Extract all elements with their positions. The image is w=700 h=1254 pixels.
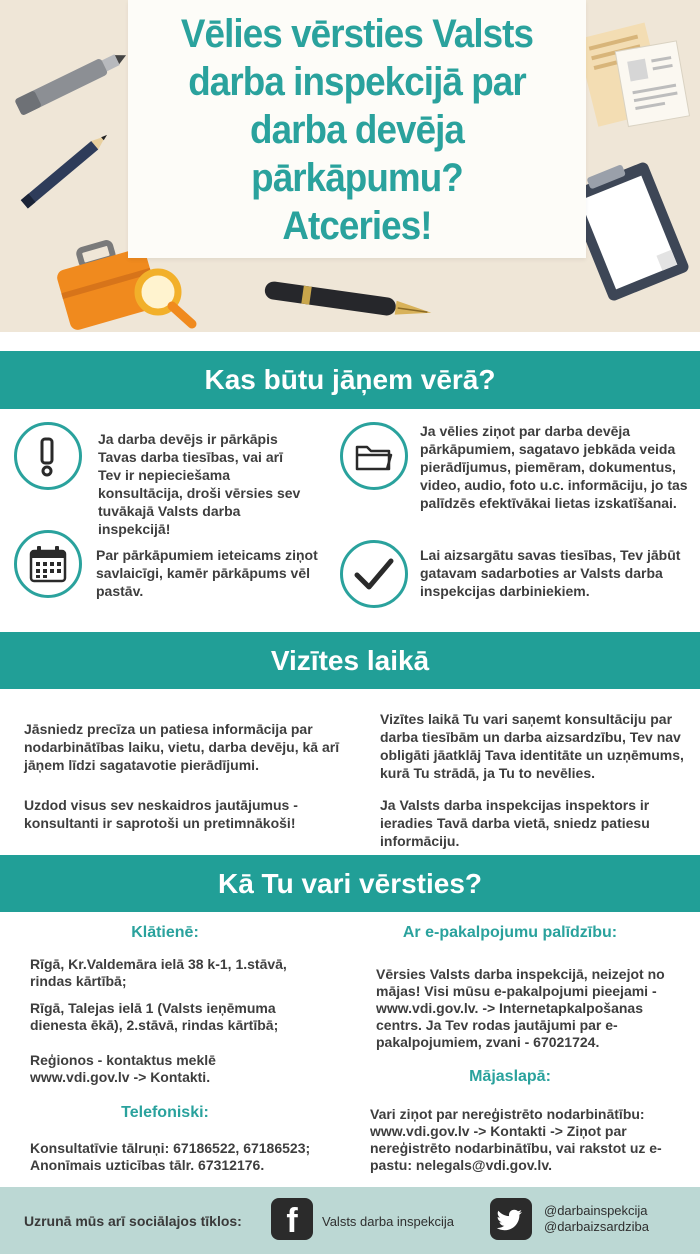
- twitter-handle[interactable]: @darbainspekcija: [544, 1203, 648, 1218]
- title-line: Vēlies vērsties Valsts: [180, 12, 534, 56]
- exclamation-icon: [14, 422, 82, 490]
- tip-report-timely: Par pārkāpumiem ieteicams ziņot savlaicīgi, kamēr pārkāpums vēl pastāv.: [96, 547, 318, 599]
- visit-provide-info: Jāsniedz precīza un patiesa informācija par nodarbinātības laiku, vietu, darba devēju, kā arī jāņem līdzi sagatavotie pierādījumi.: [24, 721, 340, 773]
- social-lead: Uzrunā mūs arī sociālajos tīklos:: [24, 1213, 242, 1229]
- title-line: pārkāpumu?: [251, 156, 463, 200]
- title-line: darba inspekcijā par: [188, 60, 526, 104]
- section-heading-contact: Kā Tu vari vērsties?: [0, 855, 700, 912]
- pencil-icon: [6, 120, 126, 220]
- visit-ask-questions: Uzdod visus sev neskaidros jautājumus - konsultanti ir saprotoši un pretimnākoši!: [24, 797, 298, 831]
- phone-title: Telefoniski:: [121, 1104, 209, 1121]
- address-talejas: Rīgā, Talejas ielā 1 (Valsts ieņēmuma dienesta ēkā), 2.stāvā, rindas kārtībā;: [30, 1000, 279, 1033]
- address-valdemara: Rīgā, Kr.Valdemāra ielā 38 k-1, 1.stāvā, rindas kārtībā;: [30, 956, 287, 989]
- twitter-handle[interactable]: @darbaizsardziba: [544, 1219, 649, 1234]
- eservice-text: Vērsies Valsts darba inspekcijā, neizejot no mājas! Visi mūsu e-pakalpojumi pieejami - www.vdi.gov.lv. -> Internetapkalpošanas centrs. Ja Tev rodas jautājumi par e-pakalpojumiem, zvani - 67021724.: [376, 966, 665, 1050]
- twitter-handles[interactable]: [544, 1203, 649, 1235]
- in-person-title: Klātienē:: [131, 924, 199, 941]
- website-title: Mājaslapā:: [469, 1068, 551, 1085]
- checkmark-icon: [340, 540, 408, 608]
- marker-icon: [4, 44, 134, 120]
- fountain-pen-icon: [258, 278, 440, 326]
- documents-icon: [580, 6, 692, 136]
- regions-contacts: Reģionos - kontaktus meklē www.vdi.gov.lv -> Kontakti.: [30, 1052, 216, 1085]
- tip-report-violation: Ja darba devējs ir pārkāpis Tavas darba tiesības, vai arī Tev ir nepieciešama konsultācija, droši vērsies sev tuvākajā Valsts darba inspekcijā!: [98, 431, 301, 537]
- facebook-icon[interactable]: f: [271, 1198, 313, 1240]
- title-line: Atceries!: [282, 204, 432, 248]
- folder-icon: [340, 422, 408, 490]
- title-line: darba devēja: [250, 108, 464, 152]
- tip-cooperate: Lai aizsargātu savas tiesības, Tev jābūt gatavam sadarboties ar Valsts darba inspekcijas darbiniekiem.: [420, 547, 681, 599]
- section-heading-visit: Vizītes laikā: [0, 632, 700, 689]
- page-title: [148, 10, 566, 250]
- facebook-link[interactable]: Valsts darba inspekcija: [322, 1214, 454, 1229]
- visit-consultation: Vizītes laikā Tu vari saņemt konsultāciju par darba tiesībām un darba aizsardzību, Tev nav obligāti jāatklāj Tava identitāte un uzņēmums, kurā Tu strādā, ja Tu to nevēlies.: [380, 711, 684, 781]
- twitter-icon[interactable]: [490, 1198, 532, 1240]
- tip-prepare-evidence: Ja vēlies ziņot par darba devēja pārkāpumiem, sagatavo jebkāda veida pierādījumus, piemēram, dokumentus, video, audio, foto u.c. informāciju, jo tas palīdzēs efektīvākai lietas izskatīšanai.: [420, 423, 688, 511]
- calendar-icon: [14, 530, 82, 598]
- section-heading-considerations: Kas būtu jāņem vērā?: [0, 351, 700, 409]
- visit-inspector: Ja Valsts darba inspekcijas inspektors ir ieradies Tavā darba vietā, sniedz patiesu informāciju.: [380, 797, 650, 849]
- eservice-title: Ar e-pakalpojumu palīdzību:: [402, 924, 618, 941]
- phone-numbers: Konsultatīvie tālruņi: 67186522, 67186523; Anonīmais uzticības tālr. 67312176.: [30, 1140, 311, 1173]
- website-text: Vari ziņot par nereģistrēto nodarbinātību: www.vdi.gov.lv -> Kontakti -> Ziņot par nereģistrēto nodarbinātību, vai rakstot uz e-pastu: nelegals@vdi.gov.lv.: [370, 1106, 662, 1173]
